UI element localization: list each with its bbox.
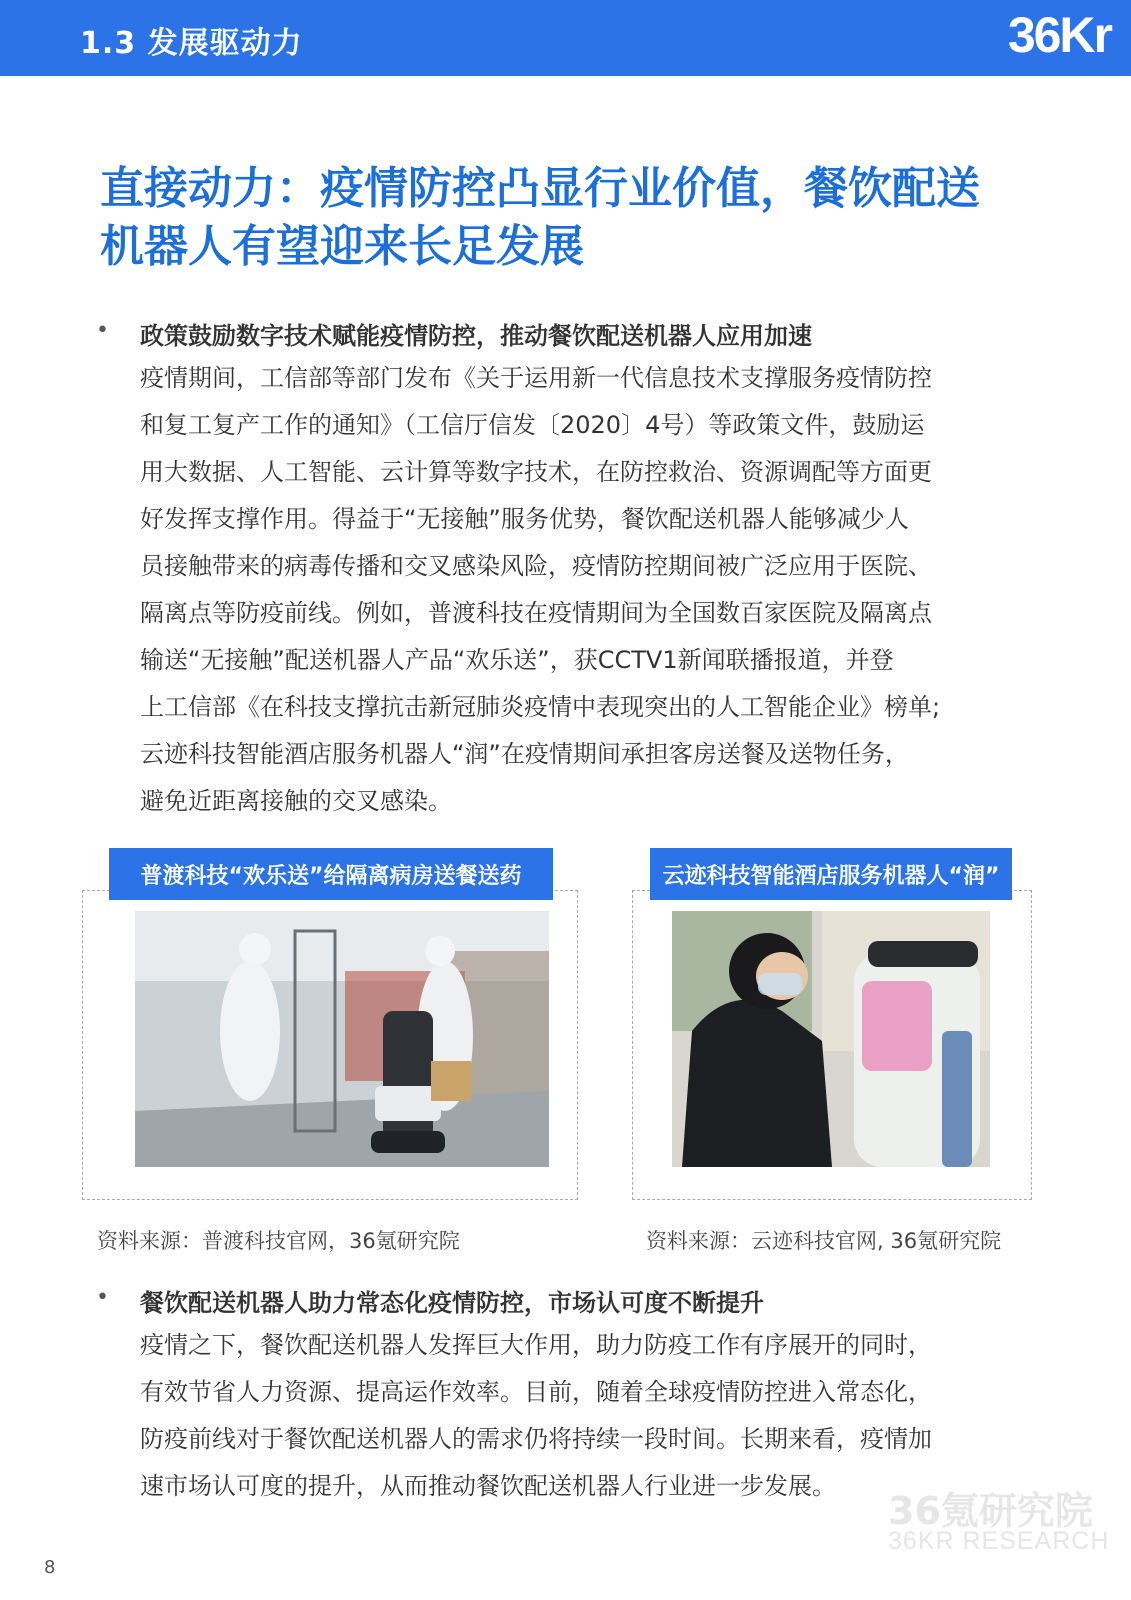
figure-right-caption: 云迹科技智能酒店服务机器人“润” xyxy=(650,848,1012,900)
page-headline xyxy=(100,160,1060,276)
paragraph-line: 速市场认可度的提升，从而推动餐饮配送机器人行业进一步发展。 xyxy=(140,1472,836,1500)
paragraph-line: 用大数据、人工智能、云计算等数字技术，在防控救治、资源调配等方面更 xyxy=(140,458,932,486)
pudu-robot-photo xyxy=(135,911,549,1167)
yunji-robot-photo xyxy=(672,911,990,1167)
paragraph-line: 疫情期间，工信部等部门发布《关于运用新一代信息技术支撑服务疫情防控 xyxy=(140,364,932,392)
watermark-logo: 36氪研究院 xyxy=(888,1489,1093,1533)
paragraph-line: 和复工复产工作的通知》（工信厅信发〔2020〕4号）等政策文件，鼓励运 xyxy=(140,411,925,439)
watermark-subtitle: 36KR RESEARCH xyxy=(888,1527,1110,1555)
figure-left-caption: 普渡科技“欢乐送”给隔离病房送餐送药 xyxy=(109,848,553,900)
headline-line-1: 直接动力：疫情防控凸显行业价值，餐饮配送 xyxy=(100,163,980,214)
paragraph-line: 员接触带来的病毒传播和交叉感染风险，疫情防控期间被广泛应用于医院、 xyxy=(140,552,932,580)
page-number: 8 xyxy=(44,1557,56,1578)
paragraph-line: 云迹科技智能酒店服务机器人“润”在疫情期间承担客房送餐及送物任务， xyxy=(140,740,909,768)
paragraph-line: 避免近距离接触的交叉感染。 xyxy=(140,787,452,815)
bullet-icon: • xyxy=(96,1285,109,1310)
section1-title: 政策鼓励数字技术赋能疫情防控，推动餐饮配送机器人应用加速 xyxy=(140,322,812,350)
paragraph-line: 隔离点等防疫前线。例如，普渡科技在疫情期间为全国数百家医院及隔离点 xyxy=(140,599,932,627)
paragraph-line: 防疫前线对于餐饮配送机器人的需求仍将持续一段时间。长期来看，疫情加 xyxy=(140,1425,932,1453)
paragraph-line: 好发挥支撑作用。得益于“无接触”服务优势，餐饮配送机器人能够减少人 xyxy=(140,505,909,533)
paragraph-line: 有效节省人力资源、提高运作效率。目前，随着全球疫情防控进入常态化， xyxy=(140,1378,932,1406)
headline-line-2: 机器人有望迎来长足发展 xyxy=(100,221,584,272)
section1-paragraph xyxy=(140,355,1040,825)
paragraph-line: 疫情之下，餐饮配送机器人发挥巨大作用，助力防疫工作有序展开的同时， xyxy=(140,1331,932,1359)
section-label: 1.3 发展驱动力 xyxy=(80,26,303,61)
paragraph-line: 上工信部《在科技支撑抗击新冠肺炎疫情中表现突出的人工智能企业》榜单; xyxy=(140,693,941,721)
paragraph-line: 输送“无接触”配送机器人产品“欢乐送”，获CCTV1新闻联播报道，并登 xyxy=(140,646,894,674)
header-bar xyxy=(0,0,1131,76)
figure-left-source: 资料来源：普渡科技官网，36氪研究院 xyxy=(97,1229,460,1253)
figure-right-source: 资料来源：云迹科技官网, 36氪研究院 xyxy=(646,1229,1002,1253)
brand-logo: 36Kr xyxy=(1007,7,1111,63)
section2-title: 餐饮配送机器人助力常态化疫情防控，市场认可度不断提升 xyxy=(140,1289,764,1317)
bullet-icon: • xyxy=(96,318,109,343)
